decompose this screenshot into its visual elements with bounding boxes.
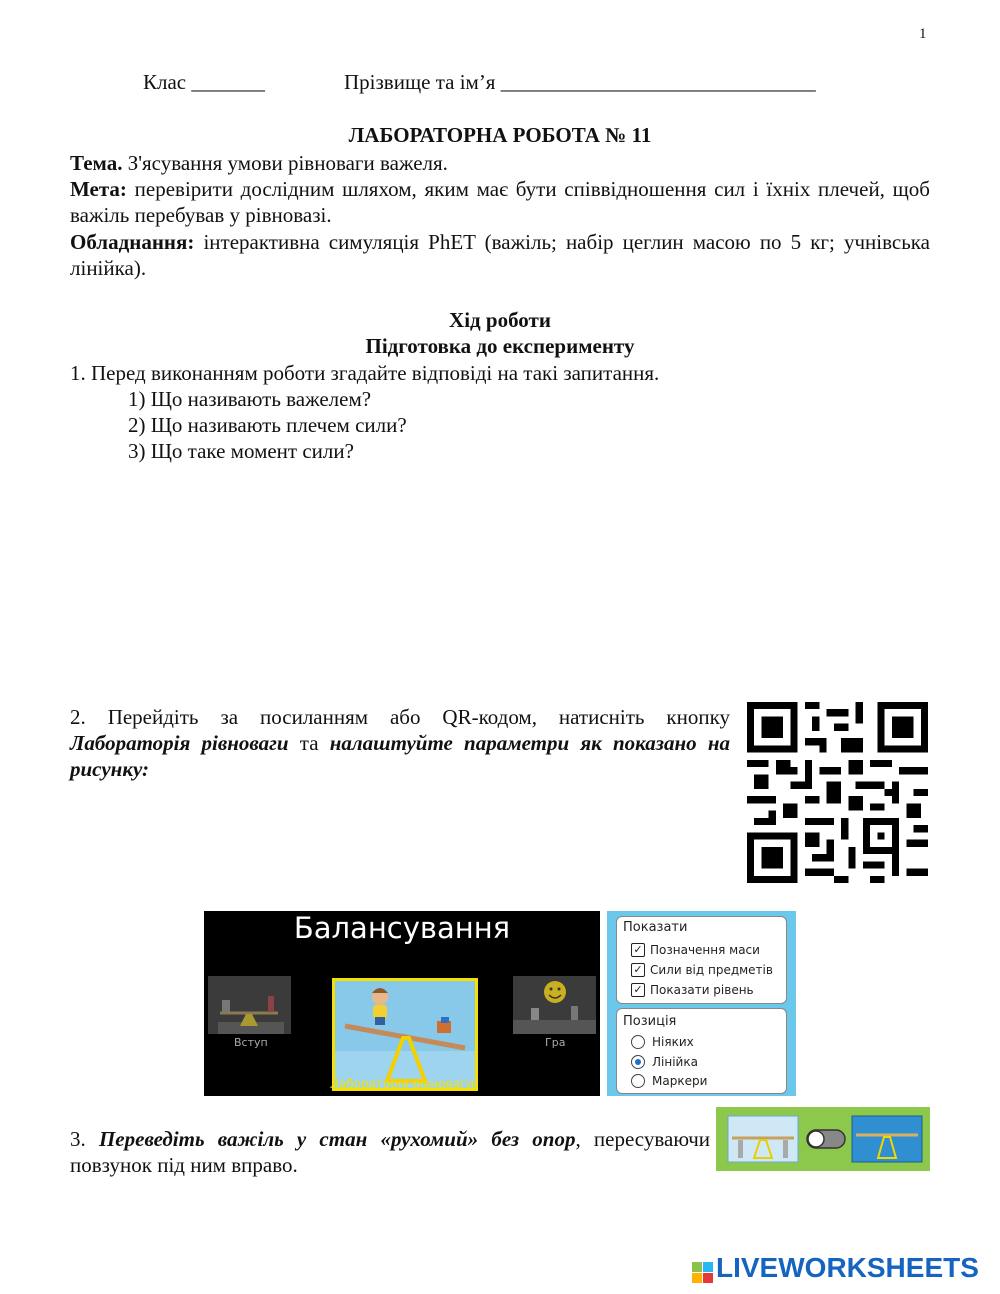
liveworksheets-logo-icon bbox=[692, 1259, 714, 1281]
goal-label: Мета: bbox=[70, 177, 127, 201]
step3-suffix: , пересуваючи повзунок під ним вправо. bbox=[70, 1127, 711, 1177]
game-thumbnail[interactable] bbox=[513, 976, 596, 1034]
page-number: 1 bbox=[919, 26, 927, 42]
step1-text: 1. Перед виконанням роботи згадайте відповіді на такі запитання. bbox=[70, 361, 660, 385]
radio-icon[interactable] bbox=[631, 1074, 645, 1088]
class-field-label: Клас _______ bbox=[143, 70, 265, 94]
position-none-option[interactable]: Ніяких bbox=[631, 1034, 694, 1050]
question-1: 1) Що називають важелем? bbox=[128, 387, 372, 411]
show-options-title: Показати bbox=[623, 920, 688, 935]
position-ruler-option[interactable]: Лінійка bbox=[631, 1054, 698, 1070]
support-toggle-image bbox=[716, 1107, 930, 1171]
position-options-title: Позиція bbox=[623, 1014, 677, 1029]
step3-prefix: 3. bbox=[70, 1127, 99, 1151]
balance-lab-seesaw-icon bbox=[335, 981, 475, 1088]
checkbox-checked-icon[interactable]: ✓ bbox=[631, 963, 645, 977]
equipment-text: інтерактивна симуляція PhET (важіль; набір цеглин масою по 5 кг; учнівська лінійка). bbox=[70, 230, 930, 280]
student-name-field-label: Прізвище та ім’я ______________________________ bbox=[344, 70, 816, 94]
intro-seesaw-icon bbox=[208, 976, 291, 1034]
worksheet-title: ЛАБОРАТОРНА РОБОТА № 11 bbox=[348, 123, 652, 147]
liveworksheets-logo bbox=[692, 1252, 979, 1284]
intro-thumbnail[interactable] bbox=[208, 976, 291, 1034]
support-toggle-illustration bbox=[716, 1107, 930, 1171]
step2-middle: та bbox=[288, 731, 330, 755]
topic-text: З'ясування умови рівноваги важеля. bbox=[122, 151, 448, 175]
checkbox-checked-icon[interactable]: ✓ bbox=[631, 983, 645, 997]
question-3: 3) Що таке момент сили? bbox=[128, 439, 354, 463]
game-smiley-icon bbox=[513, 976, 596, 1034]
step2-paragraph bbox=[70, 704, 730, 782]
step2-prefix: 2. Перейдіть за посиланням або QR-кодом, натисніть кнопку bbox=[70, 705, 730, 729]
position-options-box bbox=[616, 1008, 787, 1094]
position-markers-option[interactable]: Маркери bbox=[631, 1073, 707, 1089]
equipment-paragraph bbox=[70, 229, 930, 281]
balance-lab-thumbnail[interactable] bbox=[332, 978, 478, 1091]
checkbox-checked-icon[interactable]: ✓ bbox=[631, 943, 645, 957]
show-forces-option[interactable]: ✓ Сили від предметів bbox=[631, 962, 773, 978]
step3-paragraph bbox=[70, 1126, 710, 1178]
intro-label: Вступ bbox=[234, 1036, 268, 1049]
goal-text: перевірити дослідним шляхом, яким має бути співвідношення сил і їхніх плечей, щоб важіль перебував у рівновазі. bbox=[70, 177, 930, 227]
radio-icon[interactable] bbox=[631, 1035, 645, 1049]
sim-title: Балансування bbox=[293, 911, 511, 945]
goal-paragraph bbox=[70, 176, 930, 228]
step3-instruction: Переведіть важіль у стан «рухомий» без опор bbox=[98, 1127, 576, 1151]
preparation-heading: Підготовка до експерименту bbox=[365, 334, 635, 358]
sim-settings-panel bbox=[607, 911, 796, 1096]
equipment-label: Обладнання: bbox=[70, 230, 195, 254]
balance-lab-label: Лабораторія рівноваги bbox=[329, 1077, 475, 1091]
topic-label: Тема. bbox=[70, 151, 123, 175]
brand-name: LIVEWORKSHEETS bbox=[716, 1252, 979, 1283]
question-2: 2) Що називають плечем сили? bbox=[128, 413, 407, 437]
step2-link-text: Лабораторія рівноваги bbox=[70, 731, 289, 755]
topic-line bbox=[70, 150, 930, 176]
radio-selected-icon[interactable] bbox=[631, 1055, 645, 1069]
phet-home-screen bbox=[204, 911, 600, 1096]
qr-code[interactable] bbox=[747, 702, 928, 883]
show-options-box bbox=[616, 916, 787, 1004]
step2-instruction: налаштуйте параметри як показано на рисунку: bbox=[70, 731, 730, 781]
show-mass-labels-option[interactable]: ✓ Позначення маси bbox=[631, 942, 760, 958]
game-label: Гра bbox=[545, 1036, 566, 1049]
show-level-option[interactable]: ✓ Показати рівень bbox=[631, 982, 754, 998]
procedure-heading: Хід роботи bbox=[449, 308, 551, 332]
